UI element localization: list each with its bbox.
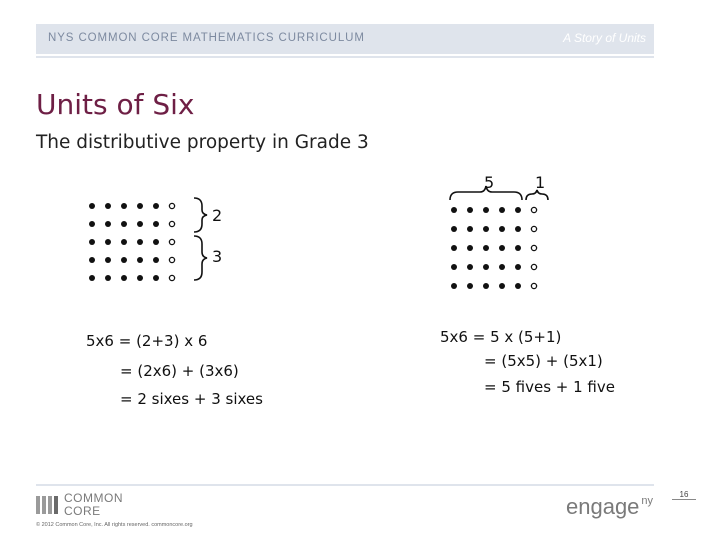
brace-2: [194, 198, 207, 232]
array-dot: [105, 203, 111, 209]
array-dot: [515, 264, 521, 270]
array-dot: [89, 203, 95, 209]
array-dot: [153, 221, 159, 227]
array-dot: [169, 221, 174, 226]
slide-title: Units of Six: [36, 88, 195, 121]
array-dot: [467, 226, 473, 232]
array-dot: [121, 275, 127, 281]
array-dot: [153, 257, 159, 263]
equation-line-3: = 5 fives + 1 five: [484, 378, 615, 396]
array-dot: [121, 239, 127, 245]
header-bar: [36, 24, 654, 54]
array-dot: [483, 245, 489, 251]
array-dot: [467, 207, 473, 213]
logo-line-2: CORE: [64, 504, 101, 518]
right-dot-array: [440, 172, 570, 297]
array-dot: [105, 257, 111, 263]
array-dot: [153, 275, 159, 281]
array-dot: [467, 245, 473, 251]
equation-line-1: 5x6 = 5 x (5+1): [440, 328, 562, 346]
array-dot: [137, 275, 143, 281]
array-dot: [531, 207, 536, 212]
brace-3: [194, 236, 207, 280]
array-dot: [121, 203, 127, 209]
brace-label-1: 1: [535, 173, 546, 192]
array-dot: [137, 239, 143, 245]
array-dot: [153, 239, 159, 245]
array-dot: [451, 207, 457, 213]
array-dot: [105, 239, 111, 245]
array-dot: [89, 257, 95, 263]
array-dot: [499, 207, 505, 213]
array-dot: [137, 221, 143, 227]
array-dot: [105, 221, 111, 227]
brand-suffix: ny: [641, 495, 654, 507]
header-divider: [36, 56, 654, 58]
engageny-logo: [566, 494, 653, 520]
array-dot: [169, 203, 174, 208]
array-dot: [137, 203, 143, 209]
array-dot: [169, 257, 174, 262]
array-dot: [451, 226, 457, 232]
array-dot: [499, 283, 505, 289]
array-dot: [121, 221, 127, 227]
array-dot: [515, 283, 521, 289]
array-dot: [89, 239, 95, 245]
page-number: 16: [672, 490, 696, 500]
array-dot: [169, 239, 174, 244]
array-dot: [137, 257, 143, 263]
logo-line-1: COMMON: [64, 491, 123, 505]
equation-line-2: = (5x5) + (5x1): [484, 352, 603, 370]
brand-name: engage: [566, 494, 640, 519]
curriculum-title: NYS COMMON CORE MATHEMATICS CURRICULUM: [48, 32, 365, 44]
array-dot: [467, 264, 473, 270]
array-dot: [89, 221, 95, 227]
array-dot: [515, 207, 521, 213]
array-dot: [483, 283, 489, 289]
brace-label-3: 3: [212, 247, 223, 266]
dot-grid: [89, 203, 175, 281]
array-dot: [531, 245, 536, 250]
array-dot: [467, 283, 473, 289]
array-dot: [153, 203, 159, 209]
right-equations: [440, 318, 660, 408]
array-dot: [483, 264, 489, 270]
array-dot: [483, 207, 489, 213]
array-dot: [105, 275, 111, 281]
left-equations: [86, 326, 316, 416]
array-dot: [121, 257, 127, 263]
array-dot: [451, 283, 457, 289]
array-dot: [451, 264, 457, 270]
equation-line-1: 5x6 = (2+3) x 6: [86, 332, 208, 350]
array-dot: [499, 264, 505, 270]
array-dot: [169, 275, 174, 280]
footer-divider: [36, 484, 654, 486]
array-dot: [531, 283, 536, 288]
equation-line-2: = (2x6) + (3x6): [120, 362, 239, 380]
array-dot: [531, 264, 536, 269]
array-dot: [499, 245, 505, 251]
common-core-logo-text: [64, 492, 123, 518]
array-dot: [451, 245, 457, 251]
dot-grid: [451, 207, 537, 289]
copyright-notice: © 2012 Common Core, Inc. All rights reserved. commoncore.org: [36, 522, 193, 528]
common-core-logo-icon: [36, 494, 60, 516]
array-dot: [531, 226, 536, 231]
array-dot: [89, 275, 95, 281]
array-dot: [483, 226, 489, 232]
array-dot: [515, 245, 521, 251]
brace-label-2: 2: [212, 206, 223, 225]
series-name: A Story of Units: [563, 31, 646, 45]
array-dot: [499, 226, 505, 232]
brace-label-5: 5: [484, 173, 495, 192]
left-dot-array: [84, 190, 234, 290]
equation-line-3: = 2 sixes + 3 sixes: [120, 390, 263, 408]
array-dot: [515, 226, 521, 232]
slide-subtitle: The distributive property in Grade 3: [36, 132, 369, 153]
